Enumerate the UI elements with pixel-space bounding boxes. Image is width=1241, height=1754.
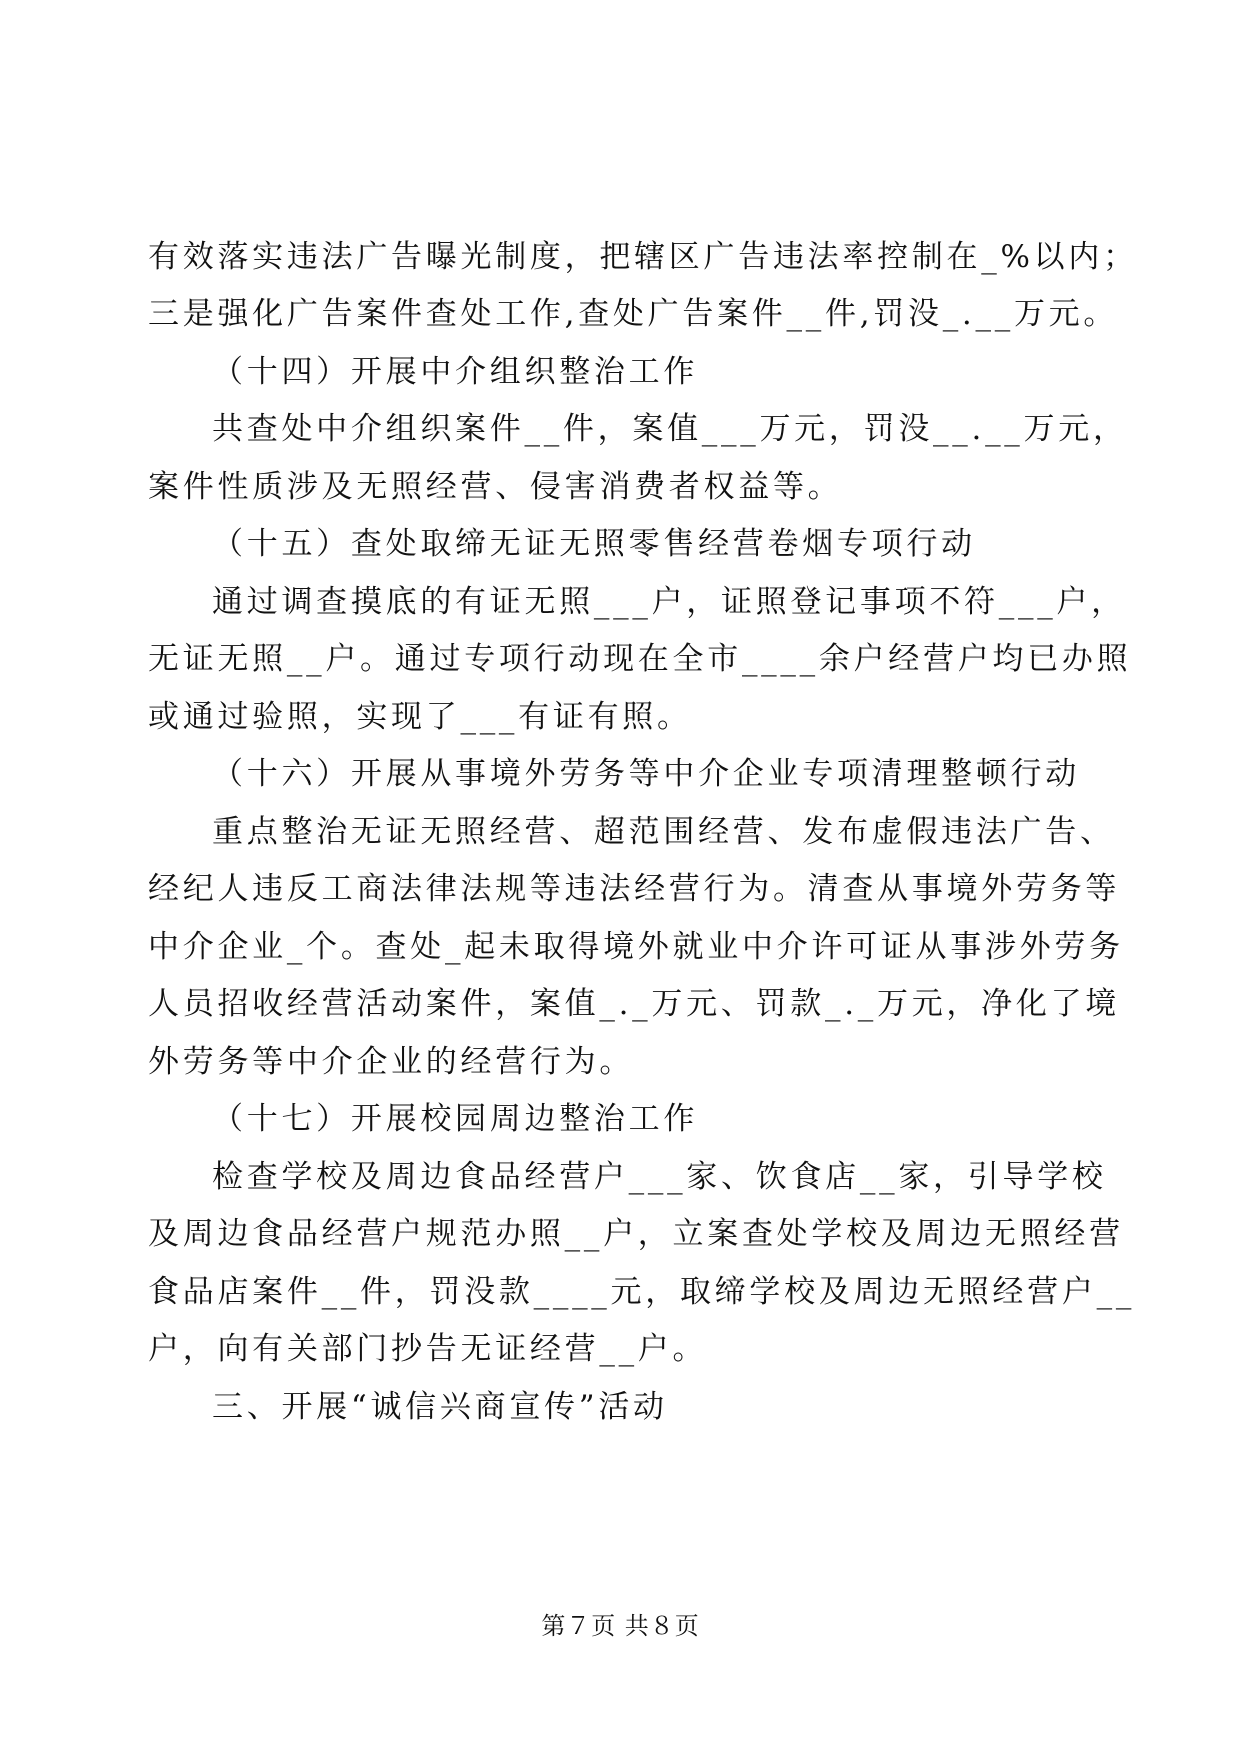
paragraph-line: 食品店案件__件，罚没款____元，取缔学校及周边无照经营户__: [148, 1274, 1136, 1310]
paragraph-line: 或通过验照，实现了___有证有照。: [148, 699, 692, 735]
section-heading: 三、开展“诚信兴商宣传”活动: [212, 1389, 668, 1425]
section-heading: （十五）查处取缔无证无照零售经营卷烟专项行动: [212, 526, 976, 562]
paragraph-line: 案件性质涉及无照经营、侵害消费者权益等。: [148, 469, 843, 505]
paragraph-line: 经纪人违反工商法律法规等违法经营行为。清查从事境外劳务等: [148, 871, 1121, 907]
paragraph-line: 人员招收经营活动案件，案值_._万元、罚款_._万元，净化了境: [148, 986, 1121, 1022]
paragraph-line: 中介企业_个。查处_起未取得境外就业中介许可证从事涉外劳务: [148, 929, 1124, 965]
page-number-footer: 第７页 共８页: [541, 1612, 700, 1640]
paragraph-line: 无证无照__户。通过专项行动现在全市____余户经营户均已办照: [148, 641, 1132, 677]
paragraph-line: 三是强化广告案件查处工作,查处广告案件__件,罚没_.__万元。: [148, 296, 1119, 332]
paragraph-line: 通过调查摸底的有证无照___户，证照登记事项不符___户，: [212, 584, 1126, 620]
section-heading: （十四）开展中介组织整治工作: [212, 354, 699, 390]
paragraph-line: 重点整治无证无照经营、超范围经营、发布虚假违法广告、: [212, 814, 1115, 850]
paragraph-line: 共查处中介组织案件__件，案值___万元，罚没__.__万元，: [212, 411, 1128, 447]
section-heading: （十六）开展从事境外劳务等中介企业专项清理整顿行动: [212, 756, 1080, 792]
paragraph-line: 户，向有关部门抄告无证经营__户。: [148, 1331, 708, 1367]
paragraph-line: 外劳务等中介企业的经营行为。: [148, 1044, 635, 1080]
paragraph-line: 及周边食品经营户规范办照__户，立案查处学校及周边无照经营: [148, 1216, 1124, 1252]
paragraph-line: 检查学校及周边食品经营户___家、饮食店__家，引导学校: [212, 1159, 1107, 1195]
section-heading: （十七）开展校园周边整治工作: [212, 1101, 699, 1137]
paragraph-line: 有效落实违法广告曝光制度，把辖区广告违法率控制在_%以内；: [148, 239, 1138, 275]
